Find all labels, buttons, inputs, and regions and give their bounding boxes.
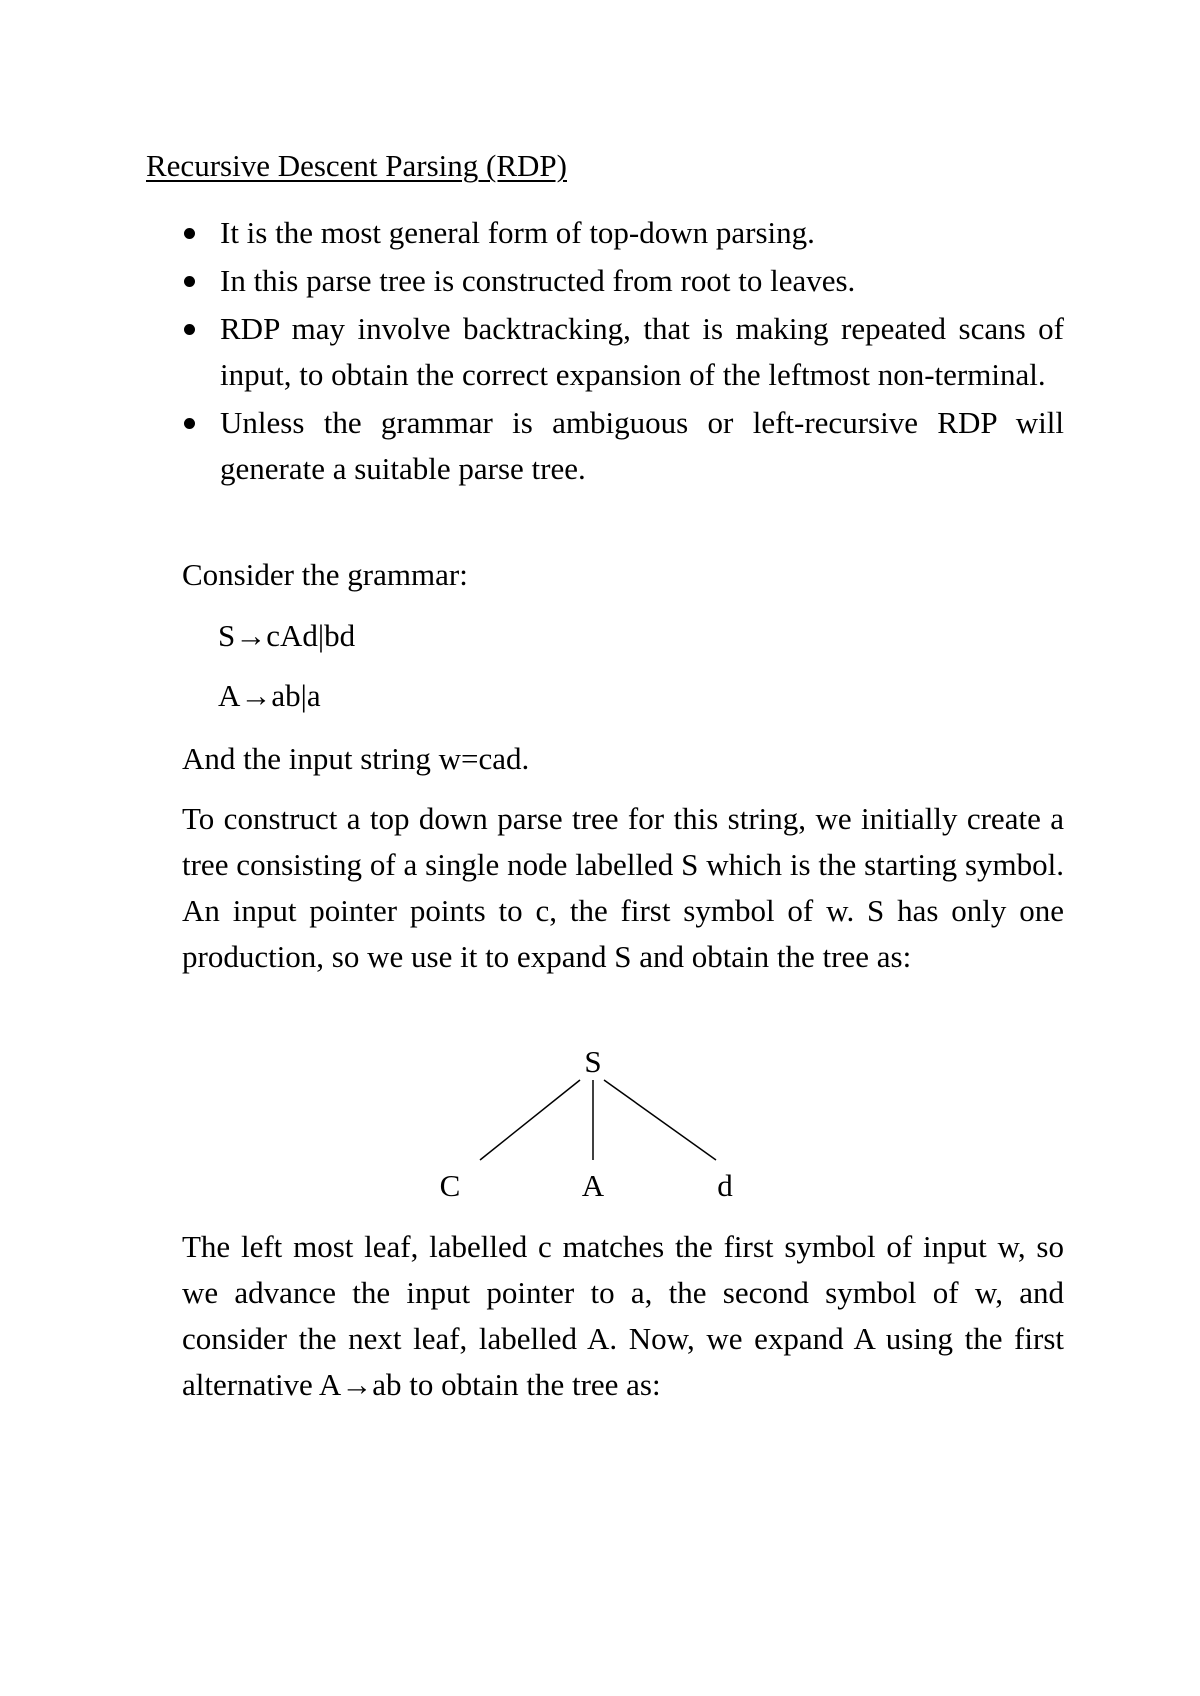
grammar-rule-s: S→cAd|bd — [218, 618, 356, 653]
bullet-item — [182, 400, 1064, 492]
bullet-text: Unless the grammar is ambiguous or left-recursive RDP will generate a suitable parse tree. — [220, 405, 1064, 486]
bullet-icon — [184, 324, 195, 335]
tree-node-a: A — [581, 1168, 605, 1203]
tree-node-root: S — [584, 1044, 602, 1079]
tree-node-d: d — [717, 1168, 733, 1203]
bullet-text: It is the most general form of top-down parsing. — [220, 215, 815, 250]
bullet-item — [182, 210, 1064, 256]
bullet-text: In this parse tree is constructed from root to leaves. — [220, 263, 856, 298]
tree-node-c: C — [439, 1168, 461, 1203]
paragraph-construct: To construct a top down parse tree for this string, we initially create a tree consisting of a single node labelled S which is the starting symbol. An input pointer points to c, the first symbol of w. S has only one production, so we use it to expand S and obtain the tree as: — [182, 801, 1064, 974]
tree-edge-left — [480, 1080, 580, 1160]
bullet-icon — [184, 276, 195, 287]
bullet-item — [182, 258, 1064, 304]
bullet-icon — [184, 228, 195, 239]
bullet-item — [182, 306, 1064, 398]
tree-edge-right — [604, 1080, 716, 1160]
consider-text: Consider the grammar: — [182, 557, 468, 592]
grammar-rule-a: A→ab|a — [218, 678, 321, 713]
bullet-icon — [184, 418, 195, 429]
page-title: Recursive Descent Parsing (RDP) — [146, 148, 567, 183]
input-string-text: And the input string w=cad. — [182, 741, 530, 776]
bullet-text: RDP may involve backtracking, that is making repeated scans of input, to obtain the correct expansion of the leftmost non-terminal. — [220, 311, 1064, 392]
bullet-list — [182, 210, 1064, 494]
paragraph-advance: The left most leaf, labelled c matches the first symbol of input w, so we advance the input pointer to a, the second symbol of w, and consider the next leaf, labelled A. Now, we expand A using the first alternative A→ab to obtain the tree as: — [182, 1229, 1064, 1402]
